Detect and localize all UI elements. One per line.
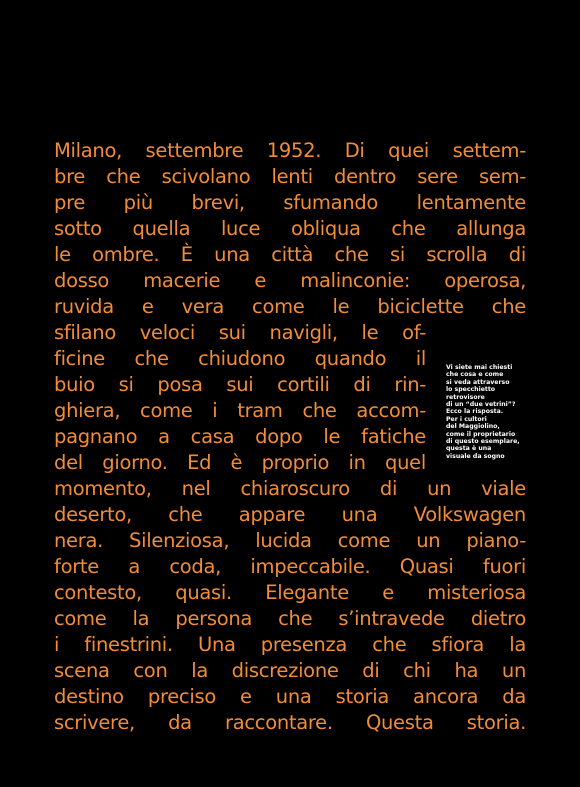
caption-line: Vi siete mai chiesti [446, 364, 513, 371]
article-line: dosso macerie e malinconie: operosa, [54, 269, 526, 292]
article-line: buio si posa sui cortili di rin- [54, 373, 426, 396]
article-line: ghiera, come i tram che accom- [54, 399, 426, 422]
caption-line: del Maggiolino, [446, 423, 500, 431]
article-line: destino preciso e una storia ancora da [54, 685, 526, 708]
caption-line: retrovisore [446, 393, 485, 401]
caption-line: di questo esemplare, [446, 438, 520, 446]
article-line: come la persona che s’intravede dietro [54, 607, 526, 630]
article-line: scrivere, da raccontare. Questa storia. [54, 711, 526, 734]
article-line: Milano, settembre 1952. Di quei settem- [54, 139, 526, 162]
article-line: sfilano veloci sui navigli, le of- [54, 321, 426, 344]
caption-line: visuale da sogno [446, 452, 505, 460]
article-line: pagnano a casa dopo le fatiche [54, 425, 426, 448]
photo-caption [446, 364, 534, 460]
article-line: forte a coda, impeccabile. Quasi fuori [54, 555, 526, 578]
article-line: momento, nel chiaroscuro di un viale [54, 477, 526, 500]
caption-line: Ecco la risposta. [446, 408, 504, 416]
article-line: del giorno. Ed è proprio in quel [54, 451, 426, 474]
article-line: bre che scivolano lenti dentro sere sem- [54, 165, 526, 188]
article-line: i finestrini. Una presenza che sfiora la [54, 633, 526, 656]
caption-line: come il proprietario [446, 430, 516, 438]
caption-line: di un “due vetrini”? [446, 401, 516, 409]
article-line: ruvida e vera come le biciclette che [54, 295, 526, 318]
article-line: le ombre. È una città che si scrolla di [54, 243, 526, 266]
article-line: pre più brevi, sfumando lentamente [54, 191, 526, 214]
article-line: deserto, che appare una Volkswagen [54, 503, 526, 526]
caption-line: questa è una [446, 445, 492, 453]
article-line: nera. Silenziosa, lucida come un piano- [54, 529, 526, 552]
article-line: scena con la discrezione di chi ha un [54, 659, 526, 682]
article-line: ficine che chiudono quando il [54, 347, 426, 370]
caption-line: lo specchietto [446, 386, 496, 394]
caption-line: si veda attraverso [446, 378, 510, 386]
caption-line: Per i cultori [446, 415, 487, 423]
caption-line: che cosa e come [446, 371, 504, 379]
article-line: contesto, quasi. Elegante e misteriosa [54, 581, 526, 604]
article-line: sotto quella luce obliqua che allunga [54, 217, 526, 240]
